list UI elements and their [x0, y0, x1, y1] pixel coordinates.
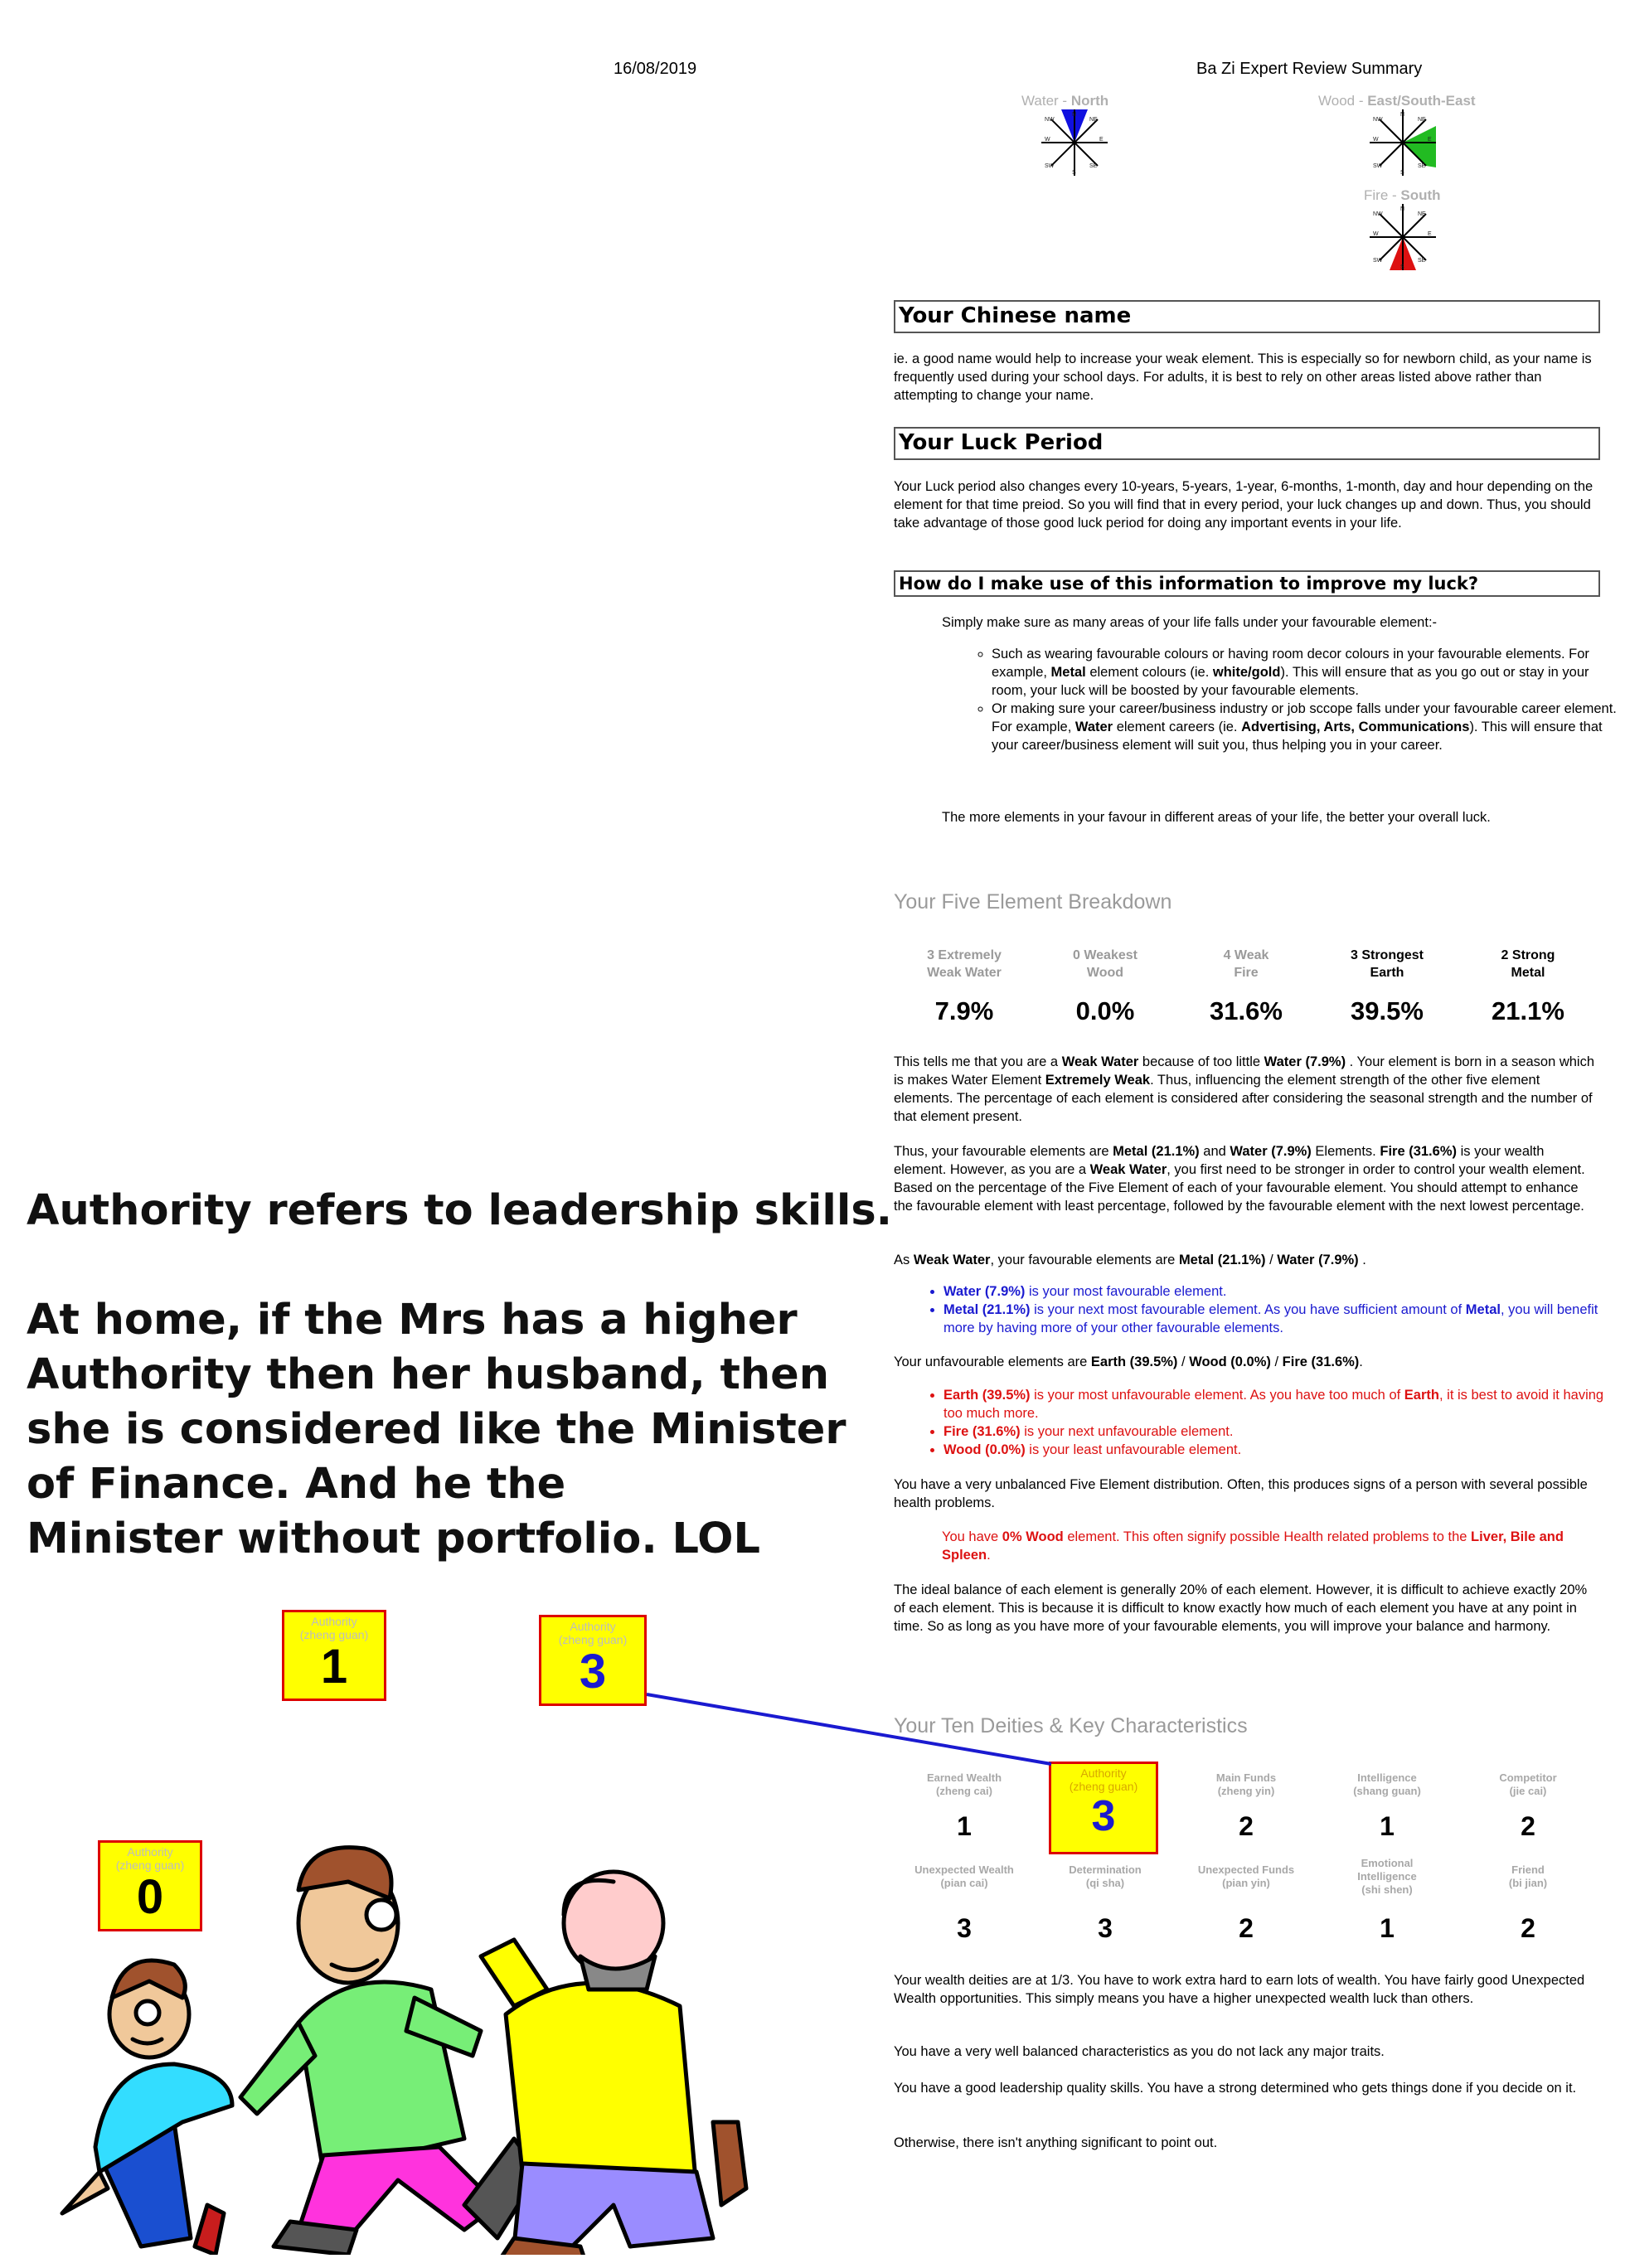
- authority-highlight-box: Authority (zheng guan) 3: [1049, 1762, 1158, 1854]
- unfavourable-item: • Fire (31.6%) is your next unfavourable element.: [943, 1422, 1623, 1441]
- svg-text:NE: NE: [1418, 117, 1426, 123]
- deity-header: Intelligence (shang guan): [1353, 1771, 1421, 1797]
- improve-luck-item: ◦ Such as wearing favourable colours or having room decor colours in your favourable elements. For example, Metal element colours (ie. white/gold). This will ensure that as you go out or stay in your room, your luck will be boosted by your favourable elements.: [992, 645, 1622, 700]
- deity-header: Determination (qi sha): [1069, 1863, 1142, 1889]
- deity-value: 2: [1521, 1811, 1535, 1841]
- svg-text:NE: NE: [1418, 211, 1426, 217]
- meme-line-5: of Finance. And he the: [27, 1460, 566, 1509]
- health-warning: You have 0% Wood element. This often signify possible Health related problems to the Liver, Bile and Spleen.: [942, 1529, 1564, 1563]
- unfavourable-item: • Earth (39.5%) is your most unfavourable element. As you have too much of Earth, it is best to avoid it having too much more.: [943, 1386, 1623, 1422]
- improve-luck-intro: Simply make sure as many areas of your life falls under your favourable element:-: [942, 615, 1438, 630]
- improve-luck-outro: The more elements in your favour in different areas of your life, the better your overall luck.: [942, 810, 1491, 825]
- element-pct-wood: 0.0%: [1075, 996, 1135, 1025]
- deity-value: 3: [1098, 1913, 1113, 1943]
- compass-label-wood: Wood - East/South-East: [1318, 93, 1476, 109]
- svg-text:W: W: [1373, 137, 1379, 143]
- analysis-paragraph-4: Your unfavourable elements are Earth (39.5%) / Wood (0.0%) / Fire (31.6%).: [894, 1354, 1363, 1369]
- meme-line-2: At home, if the Mrs has a higher: [27, 1296, 798, 1345]
- deity-header: Emotional Intelligence (shi shen): [1357, 1857, 1417, 1896]
- element-header-wood: 0 Weakest Wood: [1073, 948, 1138, 980]
- deity-header: Earned Wealth (zheng cai): [926, 1771, 1002, 1797]
- section-title-improve-luck: How do I make use of this information to improve my luck?: [894, 570, 1600, 597]
- element-pct-fire: 31.6%: [1210, 996, 1283, 1025]
- section-title-luck-period: Your Luck Period: [894, 427, 1600, 460]
- report-title: Ba Zi Expert Review Summary: [1196, 60, 1423, 78]
- deity-header: Unexpected Funds (pian yin): [1197, 1863, 1295, 1889]
- deity-header: Main Funds (zheng yin): [1215, 1771, 1277, 1797]
- deity-value: 2: [1239, 1913, 1254, 1943]
- svg-text:SE: SE: [1418, 163, 1426, 169]
- svg-text:E: E: [1428, 231, 1432, 237]
- deities-paragraph-1: Your wealth deities are at 1/3. You have to work extra hard to earn lots of wealth. You have fairly good Unexpected Wealth opportunities. This simply means you have a higher unexpected wealth luck than others.: [894, 1973, 1585, 2006]
- element-header-water: 3 Extremely Weak Water: [927, 948, 1002, 980]
- deity-header: Unexpected Wealth (pian cai): [914, 1863, 1014, 1889]
- deities-paragraph-4: Otherwise, there isn't anything significant to point out.: [894, 2135, 1218, 2150]
- analysis-paragraph-3: As Weak Water, your favourable elements are Metal (21.1%) / Water (7.9%) .: [894, 1253, 1366, 1267]
- luck-period-text: Your Luck period also changes every 10-years, 5-years, 1-year, 6-months, 1-month, day and hour depending on the element for that time preiod. So you will find that in every period, your luck changes up and down. Thus, you should take advantage of those good luck period for doing any important events in your life.: [894, 479, 1593, 531]
- element-pct-earth: 39.5%: [1351, 996, 1424, 1025]
- svg-text:W: W: [1373, 231, 1379, 237]
- favourable-item: • Metal (21.1%) is your next most favourable element. As you have sufficient amount of Metal, you will benefit more by having more of your other favourable elements.: [943, 1301, 1623, 1337]
- svg-text:NE: NE: [1089, 117, 1098, 123]
- svg-text:N: N: [1400, 112, 1405, 118]
- meme-line-4: she is considered like the Minister: [27, 1405, 846, 1454]
- meme-line-1: Authority refers to leadership skills.: [27, 1186, 893, 1235]
- analysis-paragraph-2: Thus, your favourable elements are Metal (21.1%) and Water (7.9%) Elements. Fire (31.6%) is your wealth element. However, as you are a Weak Water, you first need to be stronger in order to control your wealth element. Based on the percentage of the Five Element of each of your favourable element. You should attempt to enhance the favourable element with least percentage, followed by the favourable element with the next lowest percentage.: [894, 1144, 1585, 1214]
- svg-text:N: N: [1072, 112, 1077, 118]
- unfavourable-item: • Wood (0.0%) is your least unfavourable element.: [943, 1441, 1623, 1459]
- improve-luck-item: ◦ Or making sure your career/business industry or job sccope falls under your favourable career element. For example, Water element careers (ie. Advertising, Arts, Communications). This will ensure that your career/business element will suit you, thus helping you in your career.: [992, 700, 1622, 754]
- meme-line-6: Minister without portfolio. LOL: [27, 1514, 760, 1563]
- deities-paragraph-2: You have a very well balanced characteristics as you do not lack any major traits.: [894, 2044, 1385, 2059]
- section-title-chinese-name: Your Chinese name: [894, 300, 1600, 333]
- svg-text:NW: NW: [1373, 211, 1383, 217]
- svg-text:W: W: [1045, 137, 1050, 143]
- deity-header: Friend (bi jian): [1508, 1863, 1548, 1889]
- element-pct-water: 7.9%: [934, 996, 994, 1025]
- deity-value: 1: [957, 1811, 972, 1841]
- compass-label-water: Water - North: [1021, 93, 1109, 109]
- report-date: 16/08/2019: [614, 60, 697, 78]
- element-header-metal: 2 Strong Metal: [1501, 948, 1555, 980]
- element-pct-metal: 21.1%: [1492, 996, 1564, 1025]
- analysis-paragraph-5: You have a very unbalanced Five Element distribution. Often, this produces signs of a person with several possible health problems.: [894, 1477, 1588, 1510]
- deities-paragraph-3: You have a good leadership quality skills. You have a strong determined who gets things done if you decide on it.: [894, 2081, 1577, 2096]
- svg-text:N: N: [1400, 206, 1405, 212]
- chinese-name-text: ie. a good name would help to increase your weak element. This is especially so for newborn child, as your name is frequently used during your school days. For adults, it is best to rely on other areas listed above rather than attempting to change your name.: [894, 351, 1592, 403]
- svg-text:S: S: [1400, 170, 1404, 176]
- svg-text:SW: SW: [1045, 163, 1055, 169]
- analysis-paragraph-1: This tells me that you are a Weak Water because of too little Water (7.9%) . Your element is born in a season which is makes Water Element Extremely Weak. Thus, influencing the element strength of the other five element elements. The percentage of each element is considered after considering the seasonal strength and the number of that element present.: [894, 1054, 1595, 1124]
- authority-box-child: Authority (zheng guan) 0: [98, 1840, 202, 1931]
- ten-deities-heading: Your Ten Deities & Key Characteristics: [894, 1714, 1248, 1737]
- favourable-item: • Water (7.9%) is your most favourable element.: [943, 1282, 1623, 1301]
- svg-text:S: S: [1400, 264, 1404, 270]
- element-header-earth: 3 Strongest Earth: [1350, 948, 1424, 980]
- meme-line-3: Authority then her husband, then: [27, 1350, 830, 1399]
- svg-text:E: E: [1428, 137, 1432, 143]
- deity-value: 1: [1380, 1811, 1395, 1841]
- compass-label-fire: Fire - South: [1364, 187, 1441, 203]
- svg-text:SE: SE: [1418, 258, 1426, 264]
- analysis-paragraph-6: The ideal balance of each element is generally 20% of each element. However, it is difficult to achieve exactly 20% of each element. This is because it is difficult to know exactly how much of each element you have at any point in time. So as long as you have more of your favourable elements, you will improve your balance and harmony.: [894, 1582, 1588, 1634]
- deity-value: 2: [1521, 1913, 1535, 1943]
- element-header-fire: 4 Weak Fire: [1223, 948, 1269, 980]
- deity-header: Competitor (jie cai): [1499, 1771, 1557, 1797]
- family-cartoon-illustration: [50, 1708, 796, 2255]
- authority-box-wife: Authority (zheng guan) 3: [539, 1615, 647, 1706]
- svg-text:SE: SE: [1089, 163, 1098, 169]
- svg-text:NW: NW: [1045, 117, 1055, 123]
- svg-text:S: S: [1072, 170, 1076, 176]
- authority-box-husband: Authority (zheng guan) 1: [282, 1610, 386, 1701]
- svg-text:SW: SW: [1373, 163, 1383, 169]
- deity-value: 2: [1239, 1811, 1254, 1841]
- svg-text:E: E: [1099, 137, 1104, 143]
- deity-value: 1: [1380, 1913, 1395, 1943]
- five-element-heading: Your Five Element Breakdown: [894, 890, 1172, 914]
- svg-text:SW: SW: [1373, 258, 1383, 264]
- deity-value: 3: [957, 1913, 972, 1943]
- svg-text:NW: NW: [1373, 117, 1383, 123]
